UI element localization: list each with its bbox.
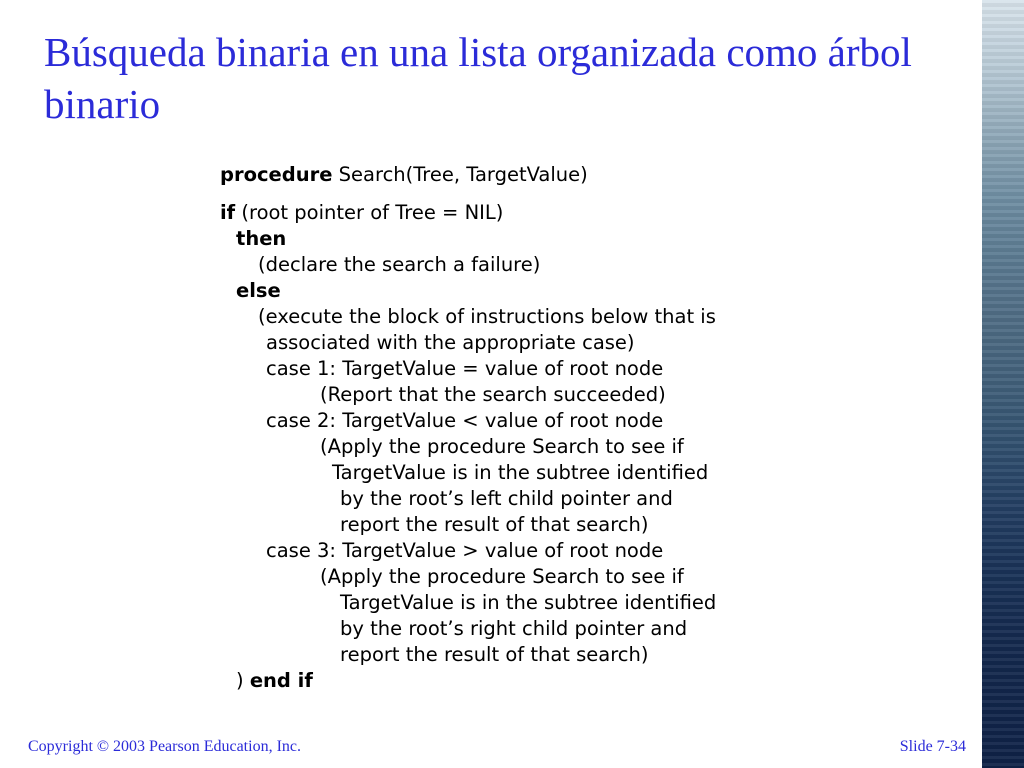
pseudocode-line [220,616,840,642]
footer-slide-number: Slide 7-34 [899,738,966,755]
pseudocode-keyword: else [236,279,281,302]
decorative-forest-strip [982,0,1024,768]
pseudocode-keyword: if [220,201,236,224]
pseudocode-line [220,408,840,434]
pseudocode-line [220,162,840,188]
pseudocode-text: (Report that the search succeeded) [320,383,666,406]
pseudocode-line [220,382,840,408]
pseudocode-text: case 1: TargetValue = value of root node [266,357,664,380]
slide-title: Búsqueda binaria en una lista organizada como árbol binario [44,29,912,127]
pseudocode-text: (Apply the procedure Search to see if [320,565,684,588]
pseudocode-text: (declare the search a failure) [258,253,541,276]
pseudocode-line [220,486,840,512]
pseudocode-line [220,252,840,278]
footer-copyright: Copyright © 2003 Pearson Education, Inc. [28,738,301,755]
pseudocode-line [220,356,840,382]
pseudocode-line [220,460,840,486]
pseudocode-line [220,538,840,564]
pseudocode-text: (Apply the procedure Search to see if [320,435,684,458]
pseudocode-text: case 3: TargetValue > value of root node [266,539,664,562]
pseudocode-text: report the result of that search) [340,643,649,666]
pseudocode-text: (root pointer of Tree = NIL) [235,201,504,224]
pseudocode-text: Search(Tree, TargetValue) [332,163,588,186]
pseudocode-line [220,304,840,330]
pseudocode-text: case 2: TargetValue < value of root node [266,409,664,432]
pseudocode-text: associated with the appropriate case) [266,331,635,354]
pseudocode-line [220,226,840,252]
pseudocode-line [220,668,840,694]
pseudocode-keyword: procedure [220,163,333,186]
pseudocode-text: report the result of that search) [340,513,649,536]
pseudocode-line [220,278,840,304]
pseudocode-text: TargetValue is in the subtree identified [340,591,717,614]
pseudocode-line [220,564,840,590]
pseudocode-line [220,642,840,668]
pseudocode-line [220,434,840,460]
pseudocode-text: (execute the block of instructions below that is [258,305,716,328]
pseudocode-text: by the root’s right child pointer and [340,617,688,640]
pseudocode-line [220,512,840,538]
pseudocode-line [220,330,840,356]
pseudocode-text: ) [236,669,250,692]
pseudocode-line [220,590,840,616]
pseudocode-keyword: end if [249,669,313,692]
pseudocode-keyword: then [236,227,287,250]
pseudocode-figure [220,162,840,694]
pseudocode-text: TargetValue is in the subtree identified [332,461,709,484]
pseudocode-line [220,200,840,226]
pseudocode-text: by the root’s left child pointer and [340,487,673,510]
